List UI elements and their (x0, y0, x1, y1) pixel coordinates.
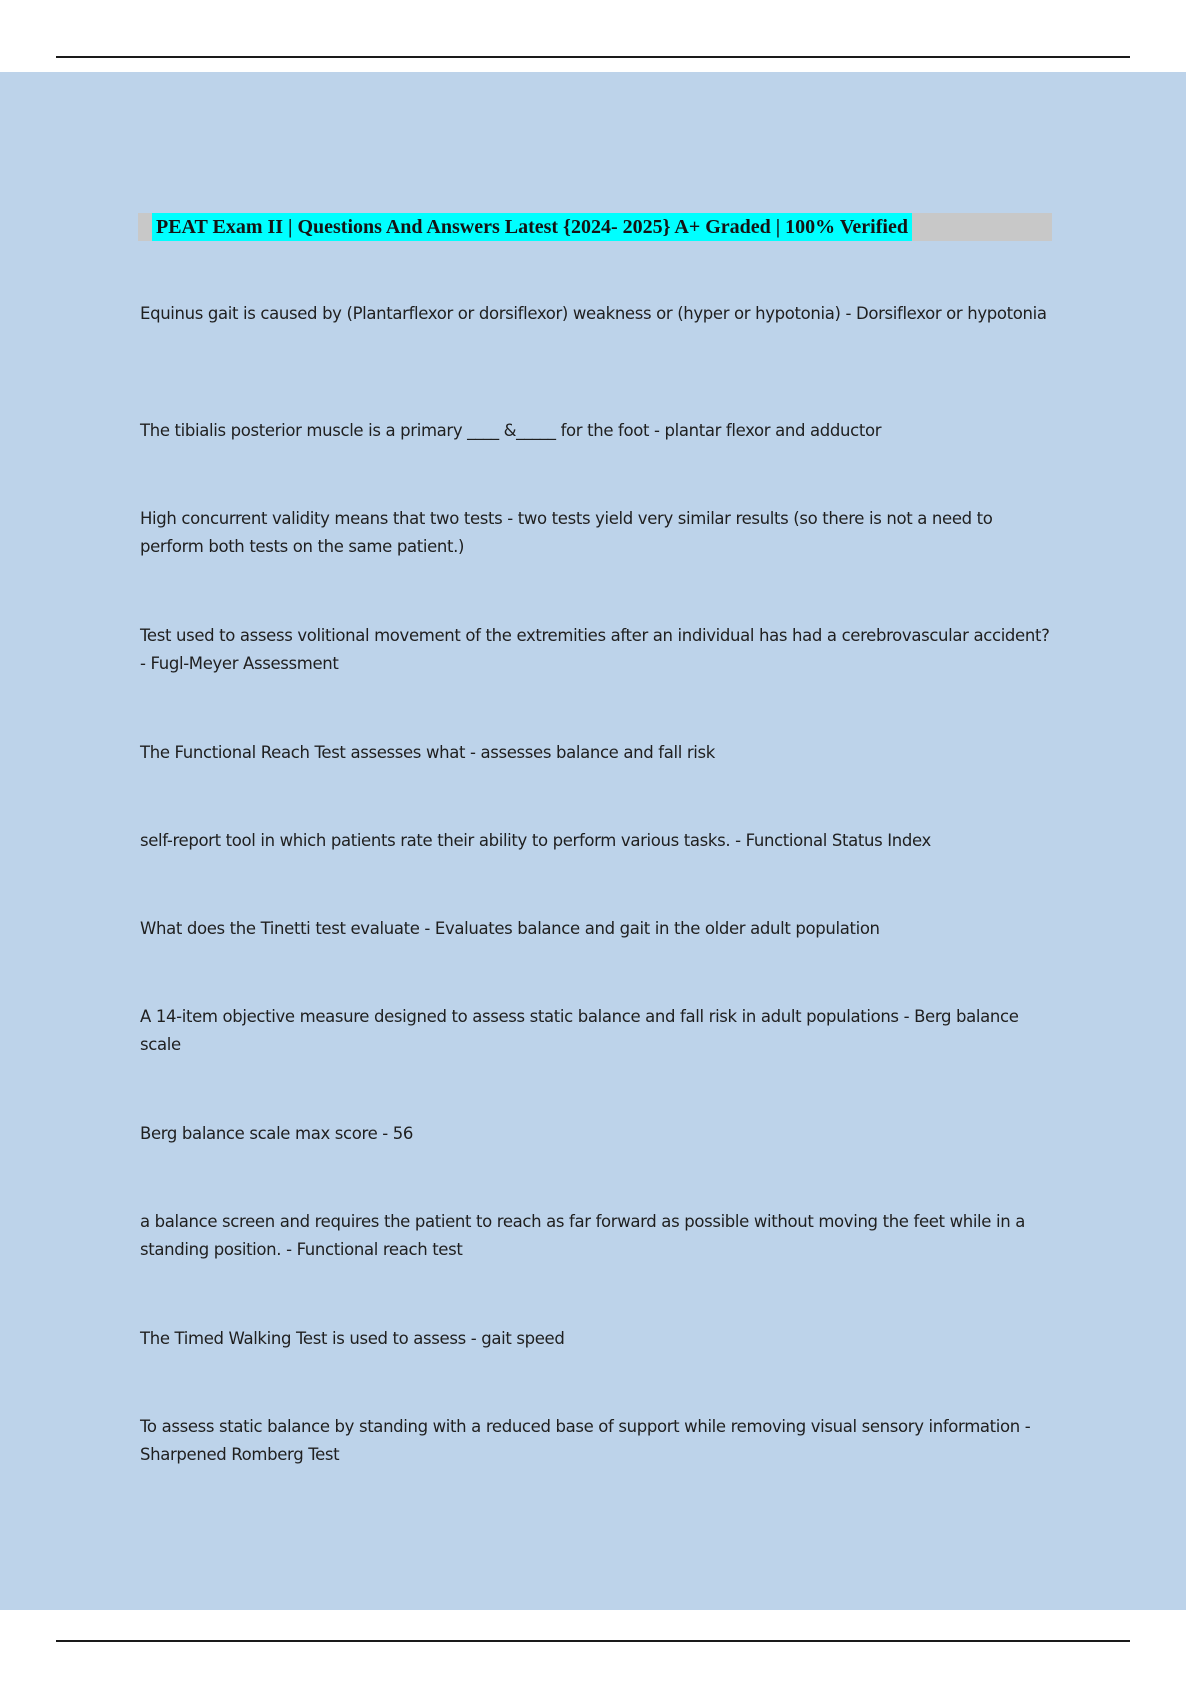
qa-item: Test used to assess volitional movement of the extremities after an individual has had a cerebrovascular accident? - Fugl-Meyer Assessment (140, 626, 1050, 673)
qa-item: A 14-item objective measure designed to assess static balance and fall risk in adult populations - Berg balance scale (140, 1007, 1019, 1054)
qa-item: What does the Tinetti test evaluate - Evaluates balance and gait in the older adult population (140, 919, 880, 938)
bottom-rule (56, 1640, 1130, 1642)
qa-item: The Timed Walking Test is used to assess - gait speed (140, 1329, 565, 1348)
qa-item: The tibialis posterior muscle is a primary ____ &_____ for the foot - plantar flexor and adductor (140, 421, 882, 440)
qa-item: Berg balance scale max score - 56 (140, 1124, 414, 1143)
qa-item: The Functional Reach Test assesses what - assesses balance and fall risk (140, 743, 715, 762)
qa-item: To assess static balance by standing with a reduced base of support while removing visual sensory information - Sharpened Romberg Test (140, 1417, 1031, 1464)
qa-item: High concurrent validity means that two tests - two tests yield very similar results (so there is not a need to perform both tests on the same patient.) (140, 509, 993, 556)
qa-item: self-report tool in which patients rate their ability to perform various tasks. - Functional Status Index (140, 831, 931, 850)
top-rule (56, 56, 1130, 58)
qa-item: a balance screen and requires the patient to reach as far forward as possible without moving the feet while in a standing position. - Functional reach test (140, 1212, 1025, 1259)
qa-item: Equinus gait is caused by (Plantarflexor or dorsiflexor) weakness or (hyper or hypotonia) - Dorsiflexor or hypotonia (140, 304, 1047, 323)
document-title: PEAT Exam II | Questions And Answers Latest {2024- 2025} A+ Graded | 100% Verified (152, 213, 912, 241)
